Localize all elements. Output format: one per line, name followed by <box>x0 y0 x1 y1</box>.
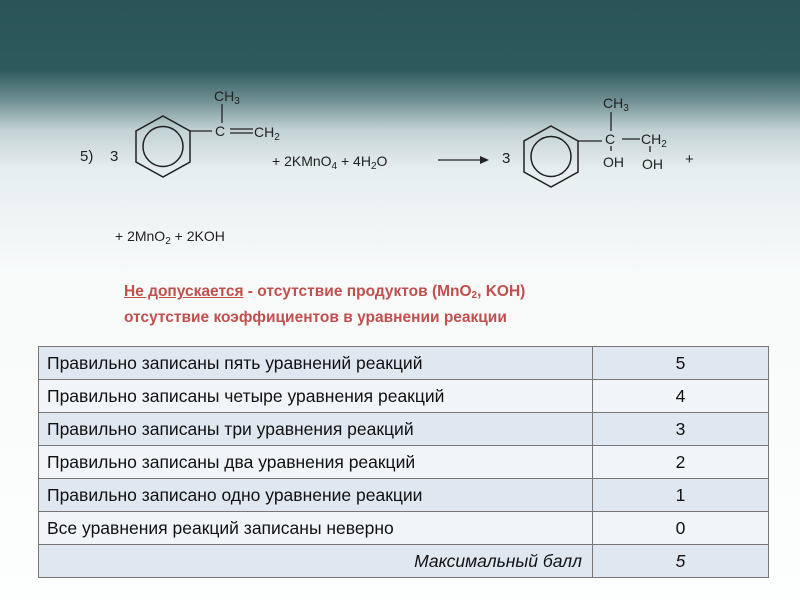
c-label-product: C <box>605 131 616 147</box>
reactant-coefficient: 3 <box>110 148 119 165</box>
criterion-label: Правильно записаны четыре уравнения реакций <box>39 380 593 413</box>
reaction-arrow <box>438 156 489 164</box>
reagents: + 2KMnO$_4$ + $4H_2O$ <box>272 153 388 172</box>
criterion-score: 4 <box>593 380 769 413</box>
total-score: 5 <box>593 545 769 578</box>
benzene-ring-reactant <box>136 116 190 177</box>
total-label: Максимальный балл <box>39 545 593 578</box>
total-row <box>39 545 769 578</box>
criterion-score: 5 <box>593 347 769 380</box>
criterion-score: 2 <box>593 446 769 479</box>
table-row <box>39 347 769 380</box>
criterion-score: 1 <box>593 479 769 512</box>
criterion-score: 3 <box>593 413 769 446</box>
criterion-score: 0 <box>593 512 769 545</box>
table-row <box>39 380 769 413</box>
ch2-label-reactant: $CH_2$ <box>254 124 280 143</box>
warning-line-1: Не допускается - отсутствие продуктов (MnO$_2$, KOH) <box>124 283 526 301</box>
product-coefficient: 3 <box>502 150 511 167</box>
score-table <box>38 346 769 578</box>
criterion-label: Правильно записаны три уравнения реакций <box>39 413 593 446</box>
reaction-number: 5) <box>80 148 94 165</box>
oh-label-2: OH <box>642 156 663 172</box>
plus-sign: + <box>685 151 694 168</box>
table-row <box>39 446 769 479</box>
criterion-label: Правильно записаны два уравнения реакций <box>39 446 593 479</box>
criterion-label: Все уравнения реакций записаны неверно <box>39 512 593 545</box>
table-row <box>39 512 769 545</box>
benzene-ring-product <box>524 126 578 187</box>
criterion-label: Правильно записаны пять уравнений реакций <box>39 347 593 380</box>
reaction-scheme <box>0 0 800 270</box>
table-row <box>39 479 769 512</box>
criterion-label: Правильно записано одно уравнение реакции <box>39 479 593 512</box>
oh-label-1: OH <box>603 154 624 170</box>
table-row <box>39 413 769 446</box>
warning-underlined: Не допускается <box>124 283 244 300</box>
warning-line-2: отсутствие коэффициентов в уравнении реакции <box>124 309 507 326</box>
warning-note <box>124 281 724 329</box>
c-label-reactant: C <box>215 123 226 139</box>
ch3-label-reactant: $CH_3$ <box>214 88 240 107</box>
ch3-label-product: $CH_3$ <box>603 95 629 114</box>
ch2-label-product: $CH_2$ <box>641 131 667 150</box>
byproducts: + 2MnO$_2$ + 2KOH <box>115 228 225 247</box>
